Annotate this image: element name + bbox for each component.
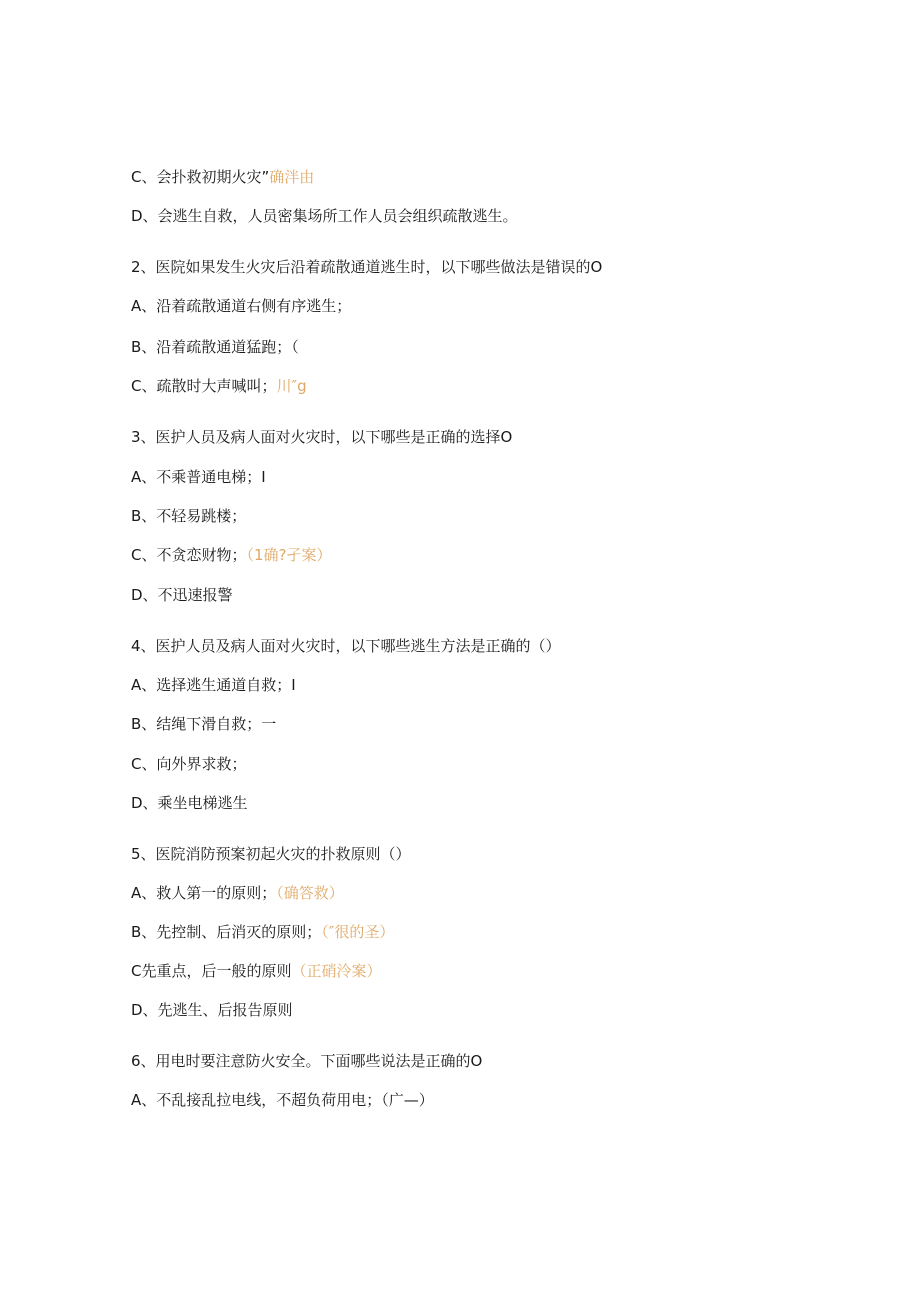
line-text: B、沿着疏散通道猛跑；（ [131, 338, 299, 356]
text-line [131, 1090, 434, 1110]
line-text: D、不迅速报警 [131, 586, 233, 604]
text-line [131, 337, 299, 357]
line-text: D、乘坐电梯逃生 [131, 794, 248, 812]
handwritten-annotation: （确答救） [276, 884, 344, 902]
line-text: A、沿着疏散通道右侧有序逃生； [131, 297, 352, 315]
text-line [131, 714, 276, 734]
text-line [131, 883, 344, 903]
handwritten-annotation: 川″g [276, 377, 307, 395]
text-line [131, 167, 314, 187]
text-line [131, 961, 382, 981]
text-line [131, 506, 246, 526]
handwritten-annotation: （″很的圣） [321, 923, 395, 941]
text-line [131, 206, 518, 226]
line-text: 4、医护人员及病人面对火灾时，以下哪些逃生方法是正确的（） [131, 637, 561, 655]
text-line [131, 585, 233, 605]
text-line [131, 376, 307, 396]
text-line [131, 467, 266, 487]
line-text: 6、用电时要注意防火安全。下面哪些说法是正确的O [131, 1052, 483, 1070]
text-line [131, 1000, 293, 1020]
line-text: 2、医院如果发生火灾后沿着疏散通道逃生时，以下哪些做法是错误的O [131, 258, 603, 276]
text-line [131, 754, 246, 774]
question-title [131, 257, 602, 277]
line-text: C、会扑救初期火灾” [131, 168, 270, 186]
line-text: B、不轻易跳楼； [131, 507, 247, 525]
line-text: C、疏散时大声喊叫； [131, 377, 277, 395]
line-text: 3、医护人员及病人面对火灾时，以下哪些是正确的选择O [131, 428, 513, 446]
text-line [131, 675, 296, 695]
line-text: D、会逃生自救，人员密集场所工作人员会组织疏散逃生。 [131, 207, 518, 225]
line-text: C、不贪恋财物； [131, 546, 247, 564]
line-text: A、不乘普通电梯；I [131, 468, 266, 486]
question-title [131, 636, 561, 656]
line-text: 5、医院消防预案初起火灾的扑救原则（） [131, 845, 411, 863]
question-title [131, 1051, 482, 1071]
handwritten-annotation: 确泮由 [269, 168, 315, 186]
line-text: C先重点，后一般的原则 [131, 962, 292, 980]
line-text: A、不乱接乱拉电线，不超负荷用电；（广—） [131, 1091, 434, 1109]
text-line [131, 296, 351, 316]
question-title [131, 427, 512, 447]
handwritten-annotation: （1确?孑案） [246, 546, 332, 564]
text-line [131, 922, 394, 942]
text-line [131, 545, 332, 565]
line-text: A、救人第一的原则； [131, 884, 277, 902]
line-text: C、向外界求救； [131, 755, 247, 773]
line-text: D、先逃生、后报告原则 [131, 1001, 293, 1019]
question-title [131, 844, 411, 864]
handwritten-annotation: （正硝泠案） [291, 962, 382, 980]
text-line [131, 793, 248, 813]
line-text: B、先控制、后消灭的原则； [131, 923, 322, 941]
line-text: A、选择逃生通道自救；I [131, 676, 296, 694]
line-text: B、结绳下滑自救；一 [131, 715, 277, 733]
